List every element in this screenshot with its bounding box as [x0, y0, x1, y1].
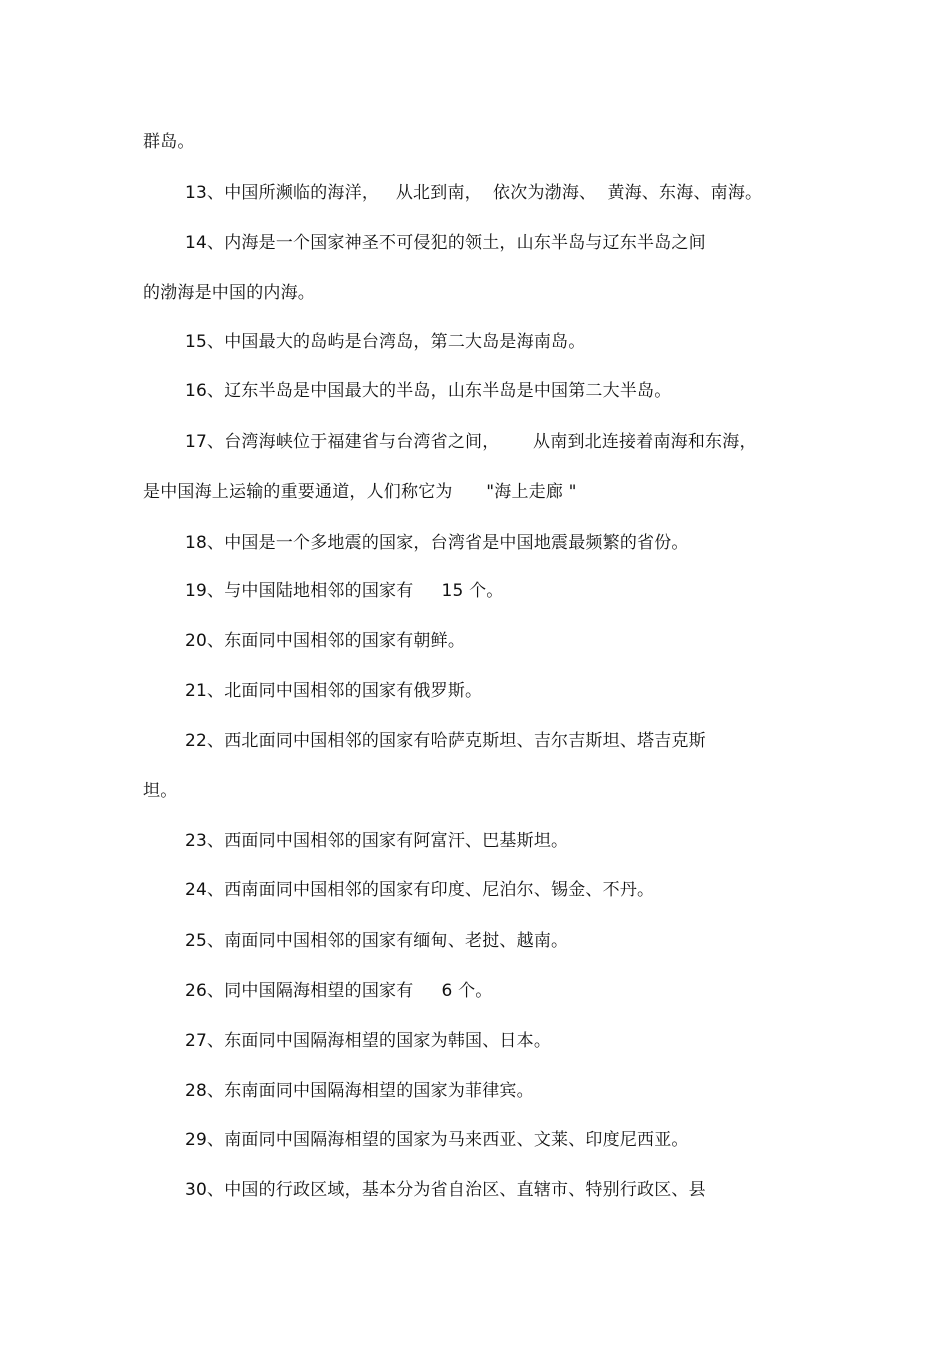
- text-line: 27、东面同中国隔海相望的国家为韩国、日本。: [185, 1031, 552, 1051]
- text-line: 坦。: [143, 781, 178, 801]
- text-line: 16、辽东半岛是中国最大的半岛，山东半岛是中国第二大半岛。: [185, 381, 672, 401]
- text-line: 14、内海是一个国家神圣不可侵犯的领土，山东半岛与辽东半岛之间: [185, 233, 706, 253]
- text-line: 26、同中国隔海相望的国家有 6 个。: [185, 981, 493, 1001]
- text-line: 29、南面同中国隔海相望的国家为马来西亚、文莱、印度尼西亚。: [185, 1130, 689, 1150]
- text-line: 群岛。: [143, 132, 195, 152]
- text-line: 28、东南面同中国隔海相望的国家为菲律宾。: [185, 1081, 534, 1101]
- text-line: 13、中国所濒临的海洋， 从北到南， 依次为渤海、 黄海、东海、南海。: [185, 183, 763, 203]
- text-line: 15、中国最大的岛屿是台湾岛，第二大岛是海南岛。: [185, 332, 586, 352]
- text-line: 17、台湾海峡位于福建省与台湾省之间， 从南到北连接着南海和东海，: [185, 432, 757, 452]
- text-line: 的渤海是中国的内海。: [143, 283, 315, 303]
- text-line: 20、东面同中国相邻的国家有朝鲜。: [185, 631, 466, 651]
- text-line: 23、西面同中国相邻的国家有阿富汗、巴基斯坦。: [185, 831, 569, 851]
- text-line: 22、西北面同中国相邻的国家有哈萨克斯坦、吉尔吉斯坦、塔吉克斯: [185, 731, 706, 751]
- text-line: 是中国海上运输的重要通道，人们称它为 "海上走廊 ": [143, 482, 577, 502]
- text-line: 21、北面同中国相邻的国家有俄罗斯。: [185, 681, 483, 701]
- text-line: 25、南面同中国相邻的国家有缅甸、老挝、越南。: [185, 931, 569, 951]
- text-line: 19、与中国陆地相邻的国家有 15 个。: [185, 581, 504, 601]
- text-line: 30、中国的行政区域，基本分为省自治区、直辖市、特别行政区、县: [185, 1180, 706, 1200]
- text-line: 24、西南面同中国相邻的国家有印度、尼泊尔、锡金、不丹。: [185, 880, 655, 900]
- text-line: 18、中国是一个多地震的国家，台湾省是中国地震最频繁的省份。: [185, 533, 689, 553]
